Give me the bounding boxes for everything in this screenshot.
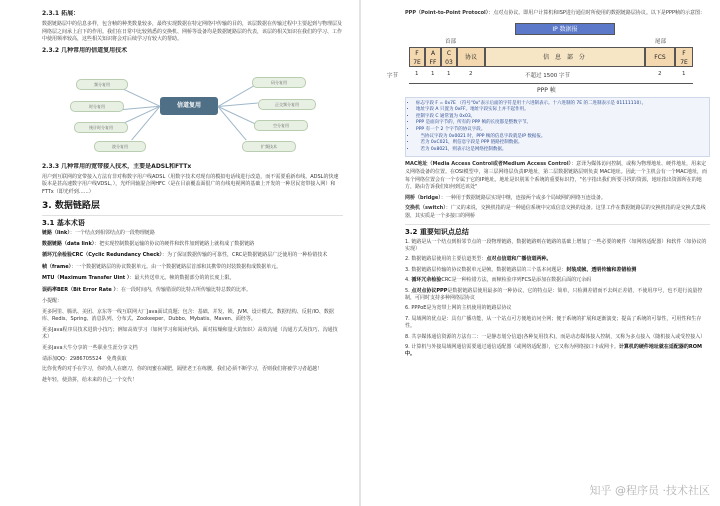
note-item: • PPP 是面向字节的，所有的 PPP 帧的长度都是整数字节。: [416, 120, 705, 127]
heading-232: 2.3.2 几种常用的信道复用技术: [42, 46, 128, 54]
promo-line: 更多Java大牛分享的一些职业生涯分享文档: [42, 344, 138, 351]
header-label: 首部: [445, 38, 457, 45]
promo-line: 请添加QQ：2986705524 免费获取: [42, 355, 127, 362]
frame-cell-flag: F 7E: [409, 47, 425, 67]
frame-cell-address: A FF: [425, 47, 441, 67]
list-item: 5. 点对点协议PPP是数据链路层使用最多的一种协议，它的特点是：简单，只检测差错而不去纠正差错，不使用序号，也不进行流量控制，可同时支持多种网络层协议: [405, 287, 703, 301]
byte-count: 1: [447, 70, 451, 77]
bytes-label: 字节: [387, 72, 399, 79]
note-item: • 若为 0x8021，则表示这是网络控制数据。: [416, 147, 705, 154]
section-title-data-link: 3. 数据链路层: [42, 200, 100, 211]
mindmap-node: 频分复用: [76, 79, 128, 90]
subsection-key-points: 3.2 重要知识点总结: [405, 227, 469, 236]
watermark: 知乎 @程序员 ·技术社区: [589, 484, 710, 497]
term-item: 数据链路（data link）：把实现控制数据运输的协议的硬件和软件加到链路上就构成了数据链路: [42, 240, 255, 247]
divider: [405, 224, 710, 225]
promo-line: 趁年轻，使劲拼，给未来的自己一个交代！: [42, 376, 138, 383]
promo-line: 更多阿里、腾讯、美团、京东等一线互联网大厂Java面试真题；包含：基础、并发、锁、JVM、设计模式、数据结构、反射/IO、数据库、Redis、Spring、消息队列、分布式、Zookeeper、Dubbo、Mybatis、Maven、面经等。: [42, 308, 334, 323]
switch-term: 交换机（switch）：广义的来说，交换机指的是一种通信系统中完成信息交换的设备。这里工作在数据链路层的交换机指的是交换式集线器，其实质是一个多接口的网桥: [405, 205, 706, 219]
term-item: 链路（link）：一个结点到相邻结点的一段物理链路: [42, 229, 155, 236]
byte-count: 2: [658, 70, 662, 77]
note-item: • 地址字段 A 只置为 0xFF。地址字段实际上并不起作用。: [416, 107, 705, 114]
list-item: 3. 数据链路层传输的协议数据单元是帧。数据链路层的三个基本问题是：封装成帧、透明传输和差错检测: [405, 266, 637, 273]
frame-cell-info: 信 息 部 分: [485, 47, 645, 67]
mindmap-node: 统计时分复用: [74, 122, 128, 133]
mindmap-connector: [122, 88, 160, 106]
bridge-term: 网桥（bridge）：一种用于数据链路层实现中继，连接两个或多个局域网的网络互连设备。: [405, 194, 606, 201]
byte-count: 1: [682, 70, 686, 77]
key-points-list: [405, 239, 710, 359]
list-item: 4. 循环冗余检验CRC是一种检错方法，而帧检验序列FCS是添加在数据后面的冗余码: [405, 277, 592, 284]
heading-231: 2.3.1 拓展：: [42, 10, 80, 17]
term-item: 误码率BER（Bit Error Rate ）：在一段时间内，传输错误的比特占所传输比特总数的比率。: [42, 286, 251, 293]
mindmap-connector: [218, 106, 256, 124]
ppp-frame-span-line: [409, 83, 693, 84]
list-item: 7. 局域网的优点是：具有广播功能，从一个站点可方便地访问全网；便于系统的扩展和逐渐演变；提高了系统的可靠性，可用性和生存性。: [405, 315, 702, 330]
byte-count: 1: [415, 70, 419, 77]
ppp-frame-label: PPP 帧: [537, 86, 556, 94]
left-page: [0, 0, 359, 506]
byte-count: 不超过 1500 字节: [525, 72, 570, 79]
trailer-label: 尾部: [655, 38, 667, 45]
list-item: 2. 数据链路层使用的主要信道类型：点对点信道和广播信道两种。: [405, 256, 552, 263]
heading-233: 2.3.3 几种常用的宽带接入技术，主要是ADSL和FTTx: [42, 162, 192, 170]
promo-line: 比你优秀的对手在学习，你的仇人在磨刀，你的闺蜜在减肥，隔壁老王在练腰，我们必须不断学习，否则我们将被学习者超越！: [42, 366, 323, 373]
subsection-basic-terms: 3.1 基本术语: [42, 218, 85, 227]
frame-cell-flag-end: F 7E: [675, 47, 693, 67]
frame-cell-control: C 03: [441, 47, 457, 67]
term-item: MTU（Maximum Transfer Uint ）：最大传送单元。帧的数据部分的的长度上限。: [42, 275, 235, 282]
promo-line: 更多Java程序员技术进阶小技巧；例如高效学习（如何学习和阅读代码、面对枯燥和量大的知识）高效沟通（沟通方式及技巧、沟通技术）: [42, 326, 338, 341]
mindmap-center-node: 信道复用: [160, 97, 218, 115]
mindmap-node: 正交频分复用: [258, 99, 316, 110]
mindmap-connector: [131, 106, 160, 140]
frame-cell-protocol: 协议: [457, 47, 485, 67]
ppp-frame-diagram: [387, 21, 705, 121]
byte-count: 1: [431, 70, 435, 77]
list-item: 1. 链路是从一个结点到相邻节点的一段物理链路，数据链路则在链路的基础上增加了一些必要的硬件（如网络适配器）和软件（如协议的实现）: [405, 238, 707, 252]
frame-cell-fcs: FCS: [645, 47, 675, 67]
term-item: 帧（frame）：一个数据链路层的协议数据单元。由一个数据链路层首部和其携带的封装数据构成数据单元。: [42, 263, 282, 270]
para-231: 数据链路层中的信息多样，包含帧的种类数量较多，最终实现数据在特定网络中传输的目的，该层数据在传输过程中主要起到与物理层及网络层之间承上启下的作用。我们在日常中比较熟悉的交换机、网桥等设备均是数据链路层的代表，该层的相关知识在我们的学习、工作中使用频率较高，这些相关知识将会对后续学习有较大的帮助。: [42, 21, 343, 43]
ip-packet-box: IP 数据报: [515, 23, 615, 35]
term-item: 循环冗余检验CRC（Cyclic Redundancy Check）：为了保证数据传输的可靠性，CRC是数据链路层广泛使用的一种检错技术: [42, 252, 328, 259]
list-item: 6. PPPoE是为宽带上网的主机使用的链路层协议: [405, 305, 512, 312]
list-item: 9. 计算机与外接局域网通信需要通过通信适配器（或网络适配器），它又称为网络接口卡或网卡。计算机的硬件地址就在适配器的ROM中。: [405, 343, 702, 358]
mindmap-node: 时分复用: [70, 101, 124, 112]
note-item: • 标志字段 F = 0x7E （符号"0x"表示后面的字符是用十六进制表示。十六进制的 7E 的二进制表示是 01111110）。: [416, 101, 705, 108]
ppp-intro: PPP（Point-to-Point Protocol）：点对点协议。即用户计算机和ISP进行通信时所使用的数据链路层协议。以下是PPP帧的示意图：: [405, 10, 705, 16]
mac-term: MAC地址（Media Access Control或者Medium Access Control）：意译为媒体访问控制，或称为物理地址、硬件地址，用来定义网络设备的位置。在OSI模型中，第三层网络层负责IP地址，第二层数据链路层则负责 MAC地址。因此一个主机会有一个MAC地址，而每个网络位置会有一个专属于它的IP地址。地址是识别某个系统的重要标识符，"名字指出我们所要寻找的资源，地址指出资源所在的地方，路由告诉我们如何到达该处": [405, 161, 707, 191]
list-item: 8. 共享媒体通信资源的方法有二：一是静态划分信道(各种复用技术)，而是动态媒体接入控制，又称为多点接入（随机接入或受控接入）: [405, 333, 706, 340]
divider: [42, 215, 343, 216]
byte-count: 2: [469, 70, 473, 77]
note-item: • PPP 有一个 2 个字节的协议字段。: [416, 127, 705, 134]
promo-line: 小提醒：: [42, 298, 63, 304]
mindmap-diagram: [48, 59, 328, 157]
mindmap-node: 扩频技术: [242, 141, 296, 152]
mindmap-node: 码分复用: [252, 77, 306, 88]
note-item: • 控制字段 C 通常置为 0x03。: [416, 114, 705, 121]
mindmap-connector: [218, 106, 247, 140]
note-item: • 若为 0xC021，则信息字段是 PPP 链路控制数据。: [416, 140, 705, 147]
mindmap-node: 空分复用: [254, 120, 308, 131]
mindmap-node: 波分复用: [94, 141, 146, 152]
para-233: 用户到互联网的宽带接入方法有非对称数字用户线ADSL（用数字技术对现有的模拟电话线进行改造，而不需要重新布线。ADSL的快速版本是甚高速数字用户线VDSL。），光纤同轴混合网HFC（是在目前覆盖面很广的有线电视网的基础上开发的一种居民宽带接入网）和FTTx（即光纤到……）: [42, 173, 339, 195]
note-item: • 当协议字段为 0x0021 时，PPP 帧的信息字段就是IP 数据报。: [416, 134, 705, 141]
right-page: [361, 0, 720, 506]
